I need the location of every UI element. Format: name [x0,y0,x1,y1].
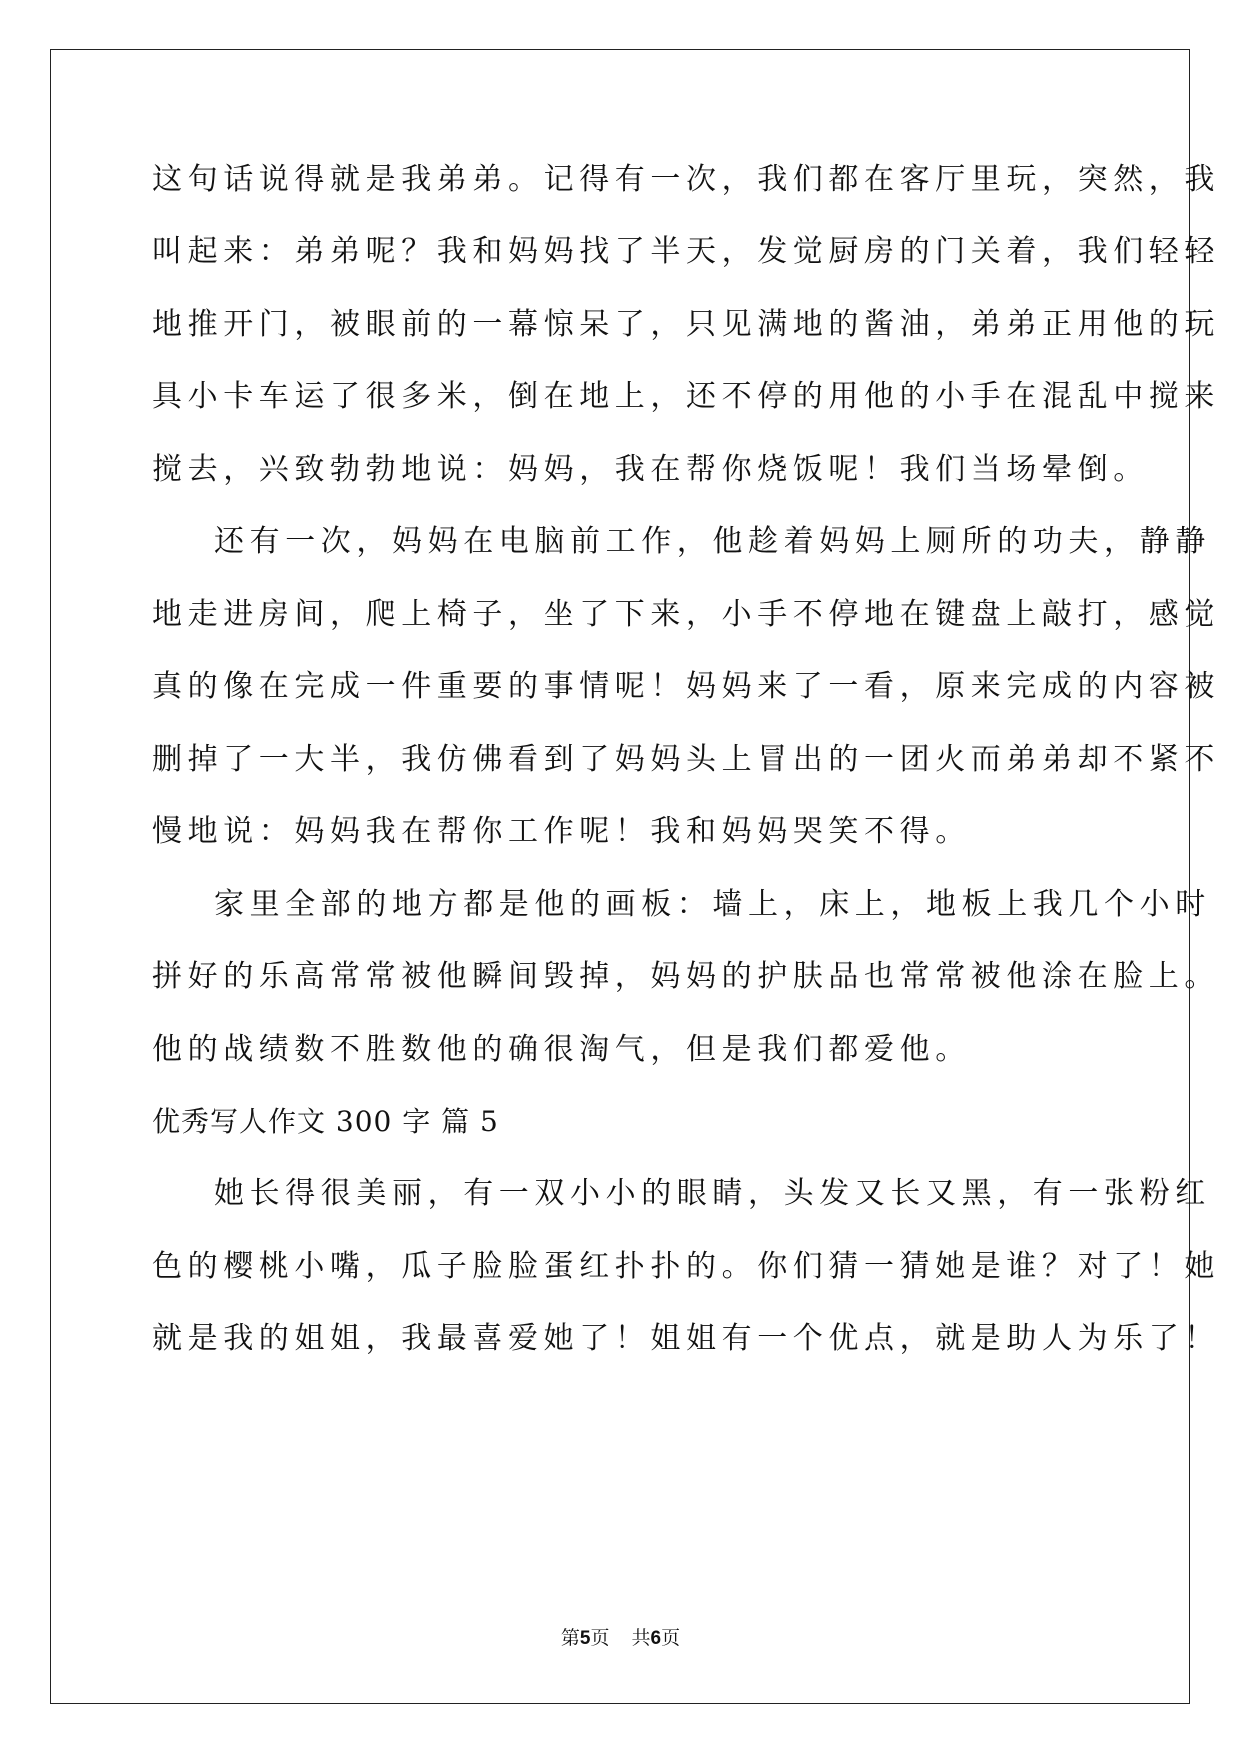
text-line: 具小卡车运了很多米，倒在地上，还不停的用他的小手在混乱中搅来 [152,379,1220,414]
text-line: 地走进房间，爬上椅子，坐了下来，小手不停地在键盘上敲打，感觉 [152,597,1220,632]
page-number-label: 第5页 [560,1628,610,1649]
section-heading: 优秀写人作文 300 字 篇 5 [152,1105,499,1138]
text-line: 这句话说得就是我弟弟。记得有一次，我们都在客厅里玩，突然，我 [152,162,1220,197]
text-line: 他的战绩数不胜数他的确很淘气，但是我们都爱他。 [152,1032,971,1067]
page-border [50,49,1190,1704]
text-line: 删掉了一大半，我仿佛看到了妈妈头上冒出的一团火而弟弟却不紧不 [152,742,1220,777]
total-pages-label: 共6页 [631,1628,681,1649]
paragraph-start-line: 家里全部的地方都是他的画板：墙上，床上，地板上我几个小时 [214,887,1211,922]
page-footer [0,1627,1241,1651]
paragraph-start-line: 她长得很美丽，有一双小小的眼睛，头发又长又黑，有一张粉红 [214,1176,1211,1211]
text-line: 搅去，兴致勃勃地说：妈妈，我在帮你烧饭呢！我们当场晕倒。 [152,452,1149,487]
text-line: 真的像在完成一件重要的事情呢！妈妈来了一看，原来完成的内容被 [152,669,1220,704]
text-line: 叫起来：弟弟呢？我和妈妈找了半天，发觉厨房的门关着，我们轻轻 [152,234,1220,269]
text-line: 地推开门，被眼前的一幕惊呆了，只见满地的酱油，弟弟正用他的玩 [152,307,1220,342]
text-line: 拼好的乐高常常被他瞬间毁掉，妈妈的护肤品也常常被他涂在脸上。 [152,959,1220,994]
text-line: 色的樱桃小嘴，瓜子脸脸蛋红扑扑的。你们猜一猜她是谁？对了！她 [152,1249,1220,1284]
text-line: 慢地说：妈妈我在帮你工作呢！我和妈妈哭笑不得。 [152,814,971,849]
text-line: 就是我的姐姐，我最喜爱她了！姐姐有一个优点，就是助人为乐了！ [152,1321,1220,1356]
paragraph-start-line: 还有一次，妈妈在电脑前工作，他趁着妈妈上厕所的功夫，静静 [214,524,1211,559]
